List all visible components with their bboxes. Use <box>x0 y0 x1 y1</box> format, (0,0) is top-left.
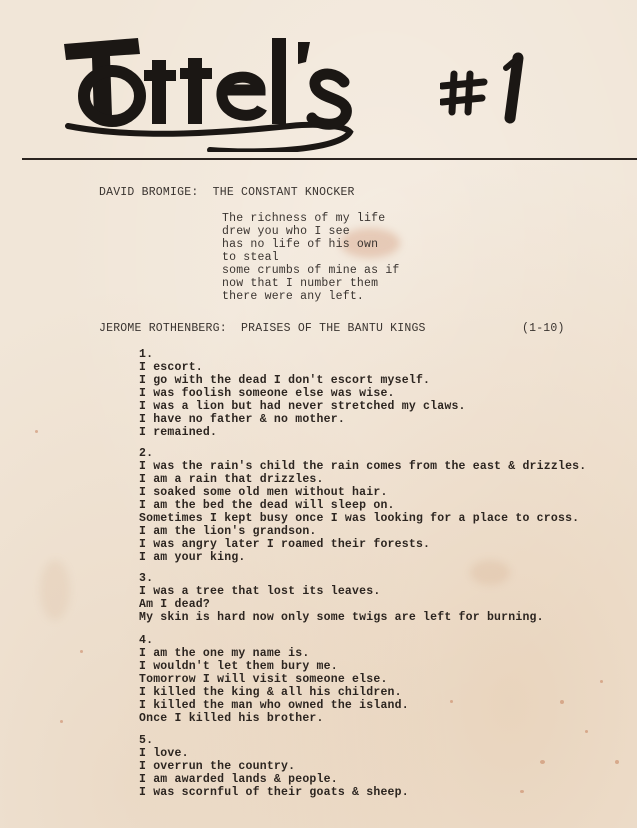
poem-line: I go with the dead I don't escort myself. <box>139 374 431 387</box>
section-number: 5. <box>139 734 154 747</box>
paper-speck <box>450 700 453 703</box>
poem-line: there were any left. <box>222 290 365 303</box>
poem-line: I am the one my name is. <box>139 647 310 660</box>
masthead-logo <box>60 30 360 152</box>
section-number: 1. <box>139 348 154 361</box>
section-number: 2. <box>139 447 154 460</box>
poem-line: Once I killed his brother. <box>139 712 324 725</box>
poem-line: I am awarded lands & people. <box>139 773 338 786</box>
poem-line: some crumbs of mine as if <box>222 264 400 277</box>
poem-line: Am I dead? <box>139 598 211 611</box>
paper-speck <box>80 650 83 653</box>
poem-line: I love. <box>139 747 189 760</box>
poem-line: has no life of his own <box>222 238 379 251</box>
poem-line: Tomorrow I will visit someone else. <box>139 673 388 686</box>
poem-line: I remained. <box>139 426 218 439</box>
poem-line: I am the bed the dead will sleep on. <box>139 499 395 512</box>
poem-line: I am the lion's grandson. <box>139 525 317 538</box>
paper-speck <box>560 700 564 704</box>
poem-line: to steal <box>222 251 279 264</box>
poem-line: I wouldn't let them bury me. <box>139 660 338 673</box>
piece-heading: JEROME ROTHENBERG: PRAISES OF THE BANTU KINGS <box>99 322 426 335</box>
poem-line: I have no father & no mother. <box>139 413 345 426</box>
poem-line: I was a tree that lost its leaves. <box>139 585 381 598</box>
poem-line: I was a lion but had never stretched my claws. <box>139 400 466 413</box>
poem-line: I was the rain's child the rain comes from the east & drizzles. <box>139 460 587 473</box>
poem-line: I soaked some old men without hair. <box>139 486 388 499</box>
section-number: 3. <box>139 572 154 585</box>
paper-speck <box>520 790 524 793</box>
paper-speck <box>60 720 63 723</box>
poem-line: I was foolish someone else was wise. <box>139 387 395 400</box>
paper-speck <box>540 760 545 764</box>
poem-line: I am a rain that drizzles. <box>139 473 324 486</box>
section-range: (1-10) <box>522 322 565 335</box>
section-number: 4. <box>139 634 154 647</box>
issue-number-logo <box>440 52 540 124</box>
poem-line: The richness of my life <box>222 212 386 225</box>
paper-speck <box>615 760 619 764</box>
poem-line: I killed the king & all his children. <box>139 686 402 699</box>
poem-line: I killed the man who owned the island. <box>139 699 409 712</box>
poem-line: drew you who I see <box>222 225 350 238</box>
poem-line: now that I number them <box>222 277 379 290</box>
poem-line: I overrun the country. <box>139 760 296 773</box>
paper-speck <box>585 730 588 733</box>
poem-line: I was angry later I roamed their forests. <box>139 538 431 551</box>
piece-heading: DAVID BROMIGE: THE CONSTANT KNOCKER <box>99 186 355 199</box>
header-rule <box>22 158 637 160</box>
paper-stain <box>470 560 510 585</box>
paper-speck <box>35 430 38 433</box>
poem-line: I am your king. <box>139 551 246 564</box>
paper-speck <box>600 680 603 683</box>
poem-line: I escort. <box>139 361 203 374</box>
poem-line: My skin is hard now only some twigs are left for burning. <box>139 611 544 624</box>
poem-line: I was scornful of their goats & sheep. <box>139 786 409 799</box>
paper-stain <box>40 560 70 620</box>
poem-line: Sometimes I kept busy once I was looking for a place to cross. <box>139 512 580 525</box>
